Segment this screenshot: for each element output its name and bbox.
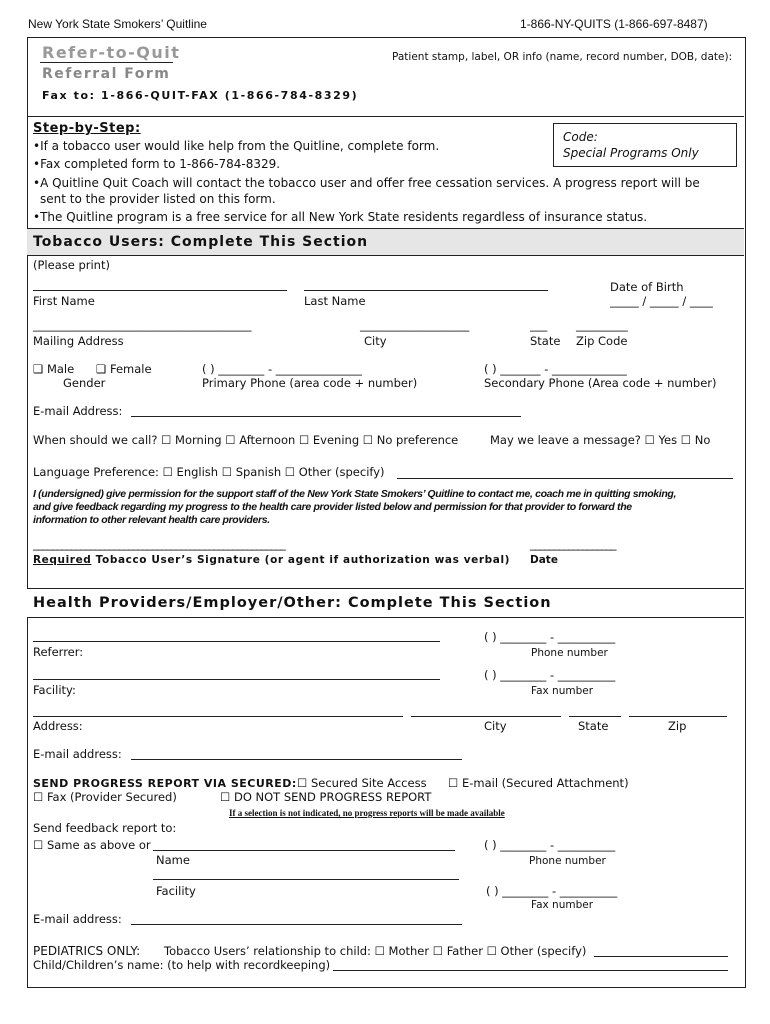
fax-line: Fax to: 1-866-QUIT-FAX (1-866-784-8329) (42, 89, 359, 102)
feedback-facility-line[interactable] (153, 879, 459, 880)
please-print: (Please print) (33, 258, 110, 272)
email-line[interactable] (131, 416, 521, 417)
city-field[interactable]: ___________________ (360, 318, 470, 332)
provider-zip-label: Zip (668, 719, 687, 733)
step-4: •The Quitline program is a free service for all New York State residents regardless of insurance status. (33, 210, 648, 224)
last-name-line[interactable] (304, 290, 548, 291)
feedback-phone-label: Phone number (529, 855, 606, 867)
call-time-options[interactable]: When should we call? ☐ Morning ☐ Afternoon ☐ Evening ☐ No preference (33, 433, 459, 447)
gender-label: Gender (63, 376, 106, 390)
form-title: Refer-to-Quit (42, 43, 181, 62)
feedback-name-line[interactable] (153, 850, 455, 851)
male-checkbox[interactable]: ❑ Male (33, 362, 75, 376)
primary-phone-label: Primary Phone (area code + number) (202, 376, 418, 390)
facility-fax-field[interactable]: ( ) ________ - __________ (484, 668, 616, 682)
code-label: Code: (563, 130, 598, 144)
provider-state-line[interactable] (569, 716, 621, 717)
provider-section-heading: Health Providers/Employer/Other: Complete This Section (33, 595, 552, 611)
stamp-note: Patient stamp, label, OR info (name, record number, DOB, date): (392, 51, 733, 63)
provider-email-label: E-mail address: (33, 747, 122, 761)
referrer-label: Referrer: (33, 645, 84, 659)
step-2: •Fax completed form to 1-866-784-8329. (33, 157, 281, 171)
same-as-above-option[interactable]: ☐ Same as above or (33, 838, 151, 852)
referrer-line[interactable] (33, 641, 440, 642)
title-underline (40, 62, 173, 63)
secondary-phone-label: Secondary Phone (Area code + number) (484, 376, 717, 390)
primary-phone-field[interactable]: ( ) ________ - _______________ (202, 362, 362, 376)
email-attachment-option[interactable]: ☐ E-mail (Secured Attachment) (448, 776, 629, 790)
provider-city-label: City (484, 719, 507, 733)
feedback-fax-field[interactable]: ( ) ________ - __________ (486, 884, 618, 898)
org-name: New York State Smokers’ Quitline (28, 17, 207, 31)
step-1: •If a tobacco user would like help from the Quitline, complete form. (33, 139, 440, 153)
step-3-cont: sent to the provider listed on this form. (40, 192, 276, 206)
female-checkbox[interactable]: ❑ Female (96, 362, 152, 376)
send-report-label: SEND PROGRESS REPORT VIA SECURED: (33, 777, 297, 790)
feedback-email-line[interactable] (131, 924, 462, 925)
phone-number-label: Phone number (531, 647, 608, 659)
email-label: E-mail Address: (33, 404, 123, 418)
secured-site-option[interactable]: ☐ Secured Site Access (297, 776, 427, 790)
signature-field[interactable]: _____________________________________________________ (33, 537, 285, 551)
tobacco-section-heading: Tobacco Users: Complete This Section (33, 234, 369, 250)
language-options[interactable]: Language Preference: ☐ English ☐ Spanish ☐ Other (specify) (33, 465, 385, 479)
language-other-line[interactable] (397, 478, 733, 479)
children-name-line[interactable] (333, 970, 728, 971)
feedback-name-label: Name (156, 853, 190, 867)
permission-line-1: I (undersigned) give permission for the support staff of the New York State Smokers’ Quitline to contact me, coach me in quitting smoking, (33, 488, 677, 500)
dob-field[interactable]: _____ / _____ / ____ (610, 294, 713, 308)
feedback-fax-label: Fax number (531, 899, 594, 911)
state-label: State (530, 334, 561, 348)
feedback-to-label: Send feedback report to: (33, 821, 177, 835)
referrer-phone-field[interactable]: ( ) ________ - __________ (484, 630, 616, 644)
leave-message-options[interactable]: May we leave a message? ☐ Yes ☐ No (490, 433, 711, 447)
fax-provider-option[interactable]: ☐ Fax (Provider Secured) (33, 790, 177, 804)
last-name-label: Last Name (304, 294, 366, 308)
dob-label: Date of Birth (610, 280, 684, 294)
signature-date-label: Date (530, 554, 558, 566)
first-name-label: First Name (33, 294, 95, 308)
quitline-phone: 1-866-NY-QUITS (1-866-697-8487) (520, 17, 708, 31)
step-3: •A Quitline Quit Coach will contact the tobacco user and offer free cessation services. A progress report will be (33, 176, 700, 190)
provider-email-line[interactable] (131, 759, 462, 760)
permission-line-2: and give feedback regarding my progress to the health care provider listed below and permission for that provider to forward the (33, 501, 632, 513)
children-name-label: Child/Children’s name: (to help with recordkeeping) (33, 958, 331, 972)
provider-address-line[interactable] (33, 716, 403, 717)
pediatrics-label: PEDIATRICS ONLY: (33, 944, 141, 958)
secondary-phone-field[interactable]: ( ) _______ - _____________ (484, 362, 627, 376)
provider-state-label: State (578, 719, 609, 733)
mailing-address-label: Mailing Address (33, 334, 124, 348)
provider-address-label: Address: (33, 719, 83, 733)
zip-label: Zip Code (576, 334, 628, 348)
state-field[interactable]: ___ (530, 318, 548, 332)
permission-line-3: information to other relevant health care providers. (33, 514, 270, 526)
feedback-email-label: E-mail address: (33, 912, 122, 926)
steps-heading: Step-by-Step: (33, 121, 141, 136)
signature-date-field[interactable]: __________________ (530, 537, 616, 551)
first-name-line[interactable] (33, 290, 287, 291)
feedback-phone-field[interactable]: ( ) ________ - __________ (484, 838, 616, 852)
relationship-options[interactable]: Tobacco Users’ relationship to child: ☐ Mother ☐ Father ☐ Other (specify) (164, 944, 587, 958)
provider-zip-line[interactable] (629, 716, 727, 717)
facility-line[interactable] (33, 679, 440, 680)
zip-field[interactable]: _________ (576, 318, 628, 332)
city-label: City (364, 334, 387, 348)
no-report-option[interactable]: ☐ DO NOT SEND PROGRESS REPORT (220, 790, 432, 804)
mailing-address-field[interactable]: ______________________________________ (33, 318, 252, 332)
signature-label: Required Tobacco User’s Signature (or agent if authorization was verbal) (33, 554, 511, 566)
provider-city-line[interactable] (411, 716, 561, 717)
title-rule (27, 116, 744, 117)
feedback-facility-label: Facility (156, 884, 196, 898)
fax-number-label: Fax number (531, 685, 594, 697)
form-subtitle: Referral Form (42, 66, 171, 82)
facility-label: Facility: (33, 683, 76, 697)
report-notice: If a selection is not indicated, no progress reports will be made available (229, 808, 505, 818)
code-value: Special Programs Only (563, 146, 699, 160)
relationship-other-line[interactable] (594, 956, 728, 957)
